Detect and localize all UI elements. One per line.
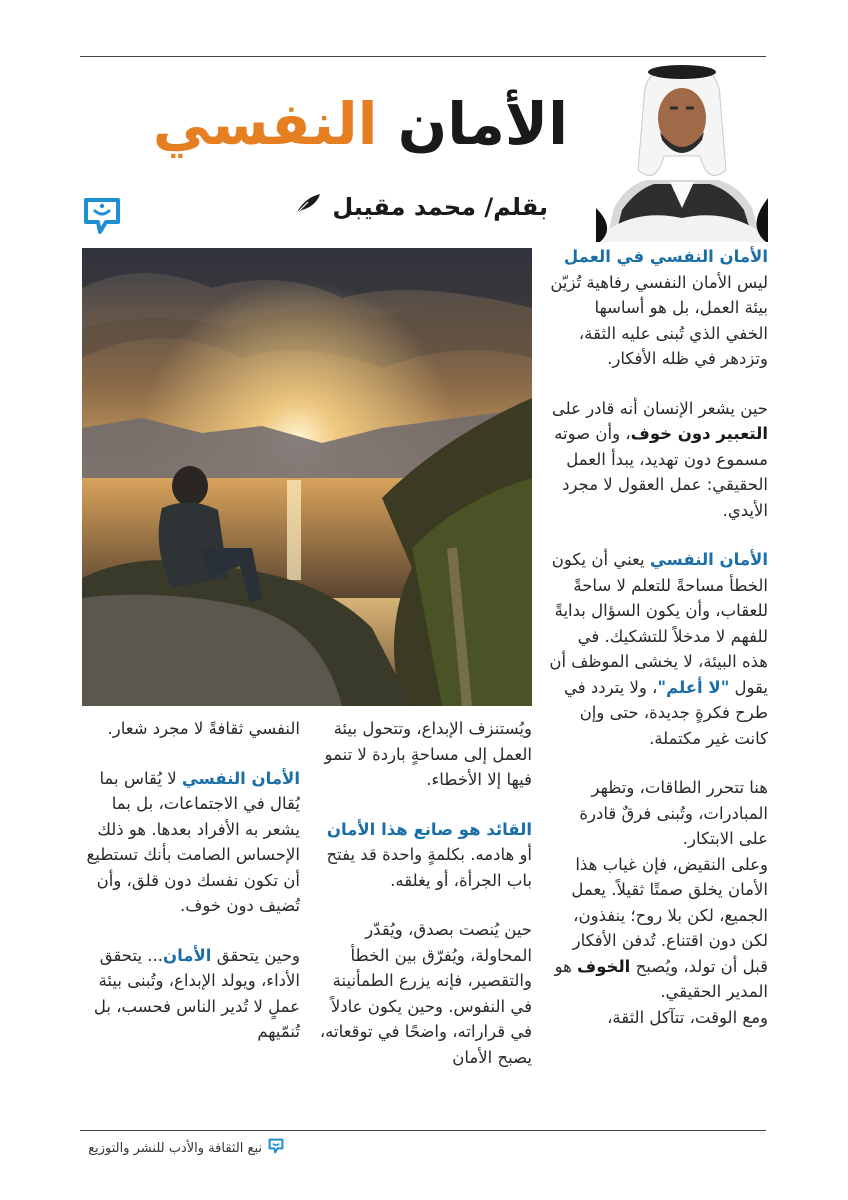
section-heading-workplace: الأمان النفسي في العمل: [563, 247, 768, 266]
paragraph: أو هادمه. بكلمةٍ واحدة قد يفتح باب الجرأة، أو يغلقه.: [326, 845, 532, 890]
paragraph: ويُستنزف الإبداع، وتتحول بيئة العمل إلى مساحةٍ باردة لا تنمو فيها إلا الأخطاء.: [324, 719, 532, 789]
text-run: وحين يتحقق: [216, 945, 300, 965]
paragraph: هنا تتحرر الطاقات، وتظهر المبادرات، وتُبنى فرقٌ قادرة على الابتكار.: [579, 778, 768, 848]
middle-text-column: [318, 716, 532, 1070]
title-word-safety: الأمان: [397, 90, 568, 158]
byline: [294, 192, 548, 222]
paragraph: النفسي ثقافةً لا مجرد شعار.: [107, 719, 300, 738]
left-text-column: [82, 716, 300, 1045]
highlight-term: الأمان النفسي: [181, 768, 300, 788]
paragraph: ليس الأمان النفسي رفاهية تُزيّن بيئة العمل، بل هو أساسها الخفي الذي تُبنى عليه الثقة، وتزدهر في ظله الأفكار.: [550, 272, 768, 368]
quill-pen-icon: [294, 192, 322, 222]
text-run: حين يشعر الإنسان أنه قادر على: [551, 398, 768, 418]
text-run: لا يُقاس بما يُقال في الاجتماعات، بل بما يشعر به الأفراد بعدها. هو ذلك الإحساس الصامت بأنك تستطيع أن تكون نفسك دون قلق، وأن تُضيف دون خوف.: [86, 768, 300, 915]
highlight-term: الأمان: [163, 945, 212, 965]
paragraph: [548, 396, 768, 524]
text-run: ، ولا يتردد في طرح فكرةٍ جديدة، حتى وإن كانت غير مكتملة.: [564, 677, 768, 748]
paragraph: حين يُنصت بصدق، ويُقدّر المحاولة، ويُفرّق بين الخطأ والتقصير، فإنه يزرع الطمأنينة في النفوس. وحين يكون عادلاً في قراراته، واضحًا في توقعاته، يصبح الأمان: [319, 920, 532, 1067]
emphasis-text: التعبير دون خوف: [630, 424, 768, 443]
section-heading-leader: القائد هو صانع هذا الأمان: [326, 819, 532, 839]
bottom-rule: [80, 1130, 766, 1131]
publisher-logo-icon: [82, 196, 122, 236]
author-name: بقلم/ محمد مقيبل: [332, 193, 548, 221]
paragraph: ومع الوقت، تتآكل الثقة،: [607, 1007, 768, 1027]
text-run: هو المدير الحقيقي.: [554, 956, 768, 1001]
paragraph: [82, 766, 300, 919]
right-text-column: [548, 244, 768, 1030]
publisher-logo-small-icon: [268, 1138, 284, 1158]
highlight-term: الأمان النفسي: [649, 550, 768, 569]
highlight-quote: "لا أعلم": [657, 677, 730, 697]
text-run: ، وأن صوته مسموع دون تهديد، يبدأ العمل الحقيقي: عمل العقول لا مجرد الأيدي.: [554, 424, 768, 520]
article-title: [153, 88, 568, 160]
author-portrait: [596, 58, 768, 242]
publisher-name: نبع الثقافة والأدب للنشر والتوزيع: [88, 1140, 262, 1156]
emphasis-text: الخوف: [577, 956, 631, 976]
text-run: ... يتحقق الأداء، ويولد الإبداع، وتُبنى بيئة عملٍ لا تُدير الناس فحسب، بل تُنمّيهم: [93, 945, 300, 1041]
text-run: يعني أن يكون الخطأ مساحةً للتعلم لا ساحةً للعقاب، وأن يكون السؤال بدايةً للفهم لا مدخلاً للتشكيك. في هذه البيئة، لا يخشى الموظف أن يقول: [549, 550, 768, 697]
text-run: وعلى النقيض، فإن غياب هذا الأمان يخلق صمتًا ثقيلاً. يعمل الجميع، لكن بلا روح؛ ينفذون، لكن دون اقتناع. تُدفن الأفكار قبل أن تولد، ويُصبح: [571, 854, 768, 976]
paragraph: [548, 547, 768, 751]
paragraph: [548, 852, 768, 1005]
top-rule: [80, 56, 766, 57]
publisher-footer: [88, 1138, 284, 1158]
sunset-lake-photo: [82, 248, 532, 706]
paragraph: [82, 943, 300, 1045]
title-word-psychological: النفسي: [152, 90, 378, 158]
